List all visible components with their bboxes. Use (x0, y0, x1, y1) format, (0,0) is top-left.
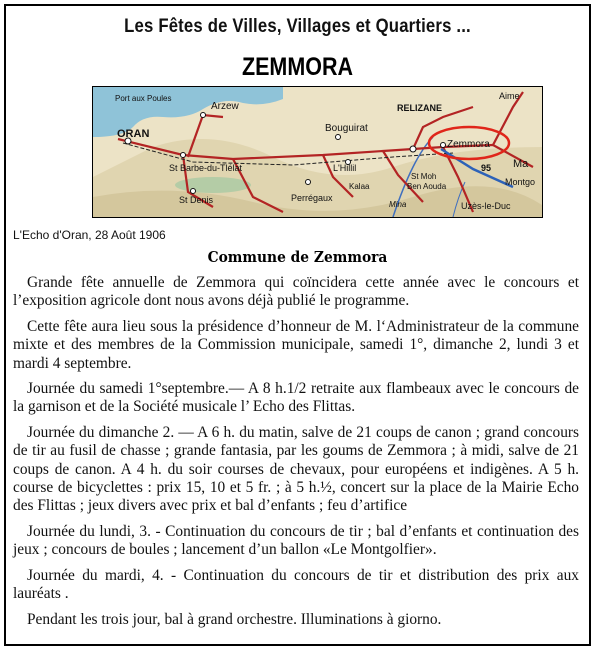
article-body (13, 274, 579, 636)
town-title: ZEMMORA (241, 53, 354, 81)
map-label-route-95: 95 (481, 163, 492, 173)
map-label-aime: Aime (499, 91, 520, 101)
map-label-zemmora: Zemmora (447, 139, 490, 150)
map-label-montgolfier: Montgo (505, 177, 536, 187)
town-marker-arzew (201, 113, 206, 118)
article-paragraph: Cette fête aura lieu sous la présidence d’honneur de M. l‘Administrateur de la commune mixte et des membres de la Commission municipale, samedi 1°, dimanche 2, lundi 3 et mardi 4 septembre. (13, 317, 579, 372)
source-citation: L'Echo d'Oran, 28 Août 1906 (13, 228, 166, 242)
map-label-kalaa: Kalaa (349, 182, 370, 191)
article-title: Commune de Zemmora (207, 248, 388, 266)
article-paragraph: Pendant les trois jour, bal à grand orchestre. Illuminations à giorno. (27, 610, 442, 628)
map-label-oran: ORAN (117, 128, 150, 140)
town-marker-perregaux (306, 180, 311, 185)
map-label-mina: Mina (389, 200, 407, 209)
map-label-mascara: Ma (513, 158, 529, 170)
town-marker-bouguirat (336, 135, 341, 140)
region-map (92, 86, 543, 218)
town-marker-barbe (181, 153, 186, 158)
map-label-perregaux: Perrégaux (291, 193, 333, 203)
map-label-bouguirat: Bouguirat (325, 123, 368, 134)
series-title: Les Fêtes de Villes, Villages et Quartiers ... (124, 16, 471, 37)
map-label-arzew: Arzew (211, 101, 239, 112)
article-paragraph: Journée du samedi 1°septembre.— A 8 h.1/2 retraite aux flambeaux avec le concours de la garnison et de la Société musicale l’ Echo des Flittas. (13, 380, 579, 416)
map-label-st-moh: St Moh (411, 172, 437, 181)
article-paragraph: Grande fête annuelle de Zemmora qui coïncidera cette année avec le concours et l’exposition agricole dont nous avons déjà publié le programme. (13, 274, 579, 310)
map-label-uzes: Uzès-le-Duc (461, 201, 511, 211)
map-label-ben-aouda: Ben Aouda (407, 182, 447, 191)
map-label-relizane: RELIZANE (397, 103, 442, 113)
town-marker-denis (191, 189, 196, 194)
map-label-hillil: L'Hillil (333, 163, 357, 173)
article-paragraph: Journée du lundi, 3. - Continuation du concours de tir ; bal d’enfants et continuation des jeux ; concours de boules ; lancement d’un ballon «Le Montgolfier». (13, 522, 579, 559)
map-label-port-aux-poules: Port aux Poules (115, 94, 172, 103)
map-label-denis: St Denis (179, 195, 214, 205)
article-paragraph: Journée du dimanche 2. — A 6 h. du matin, salve de 21 coups de canon ; grand concours de tir au fusil de chasse ; grande fantasia, par les goums de Zemmora ; à midi, salve de 21 coups de canon. A 4 h. du soir courses de chevaux, pour européens et indigènes. A 5 h. course de bicyclettes : prix 15, 10 et 5 fr. ; à 5 h.½, concert sur la place de la Mairie Echo des Flittas ; jeux divers avec prix et bal d’enfants ; feu d’artifice (13, 423, 579, 515)
town-marker-relizane (410, 146, 416, 152)
article-paragraph: Journée du mardi, 4. - Continuation du concours de tir et distribution des prix aux lauréats . (13, 566, 579, 603)
map-label-barbe: St Barbe-du-Tlélat (169, 163, 243, 173)
town-marker-zemmora (441, 143, 446, 148)
